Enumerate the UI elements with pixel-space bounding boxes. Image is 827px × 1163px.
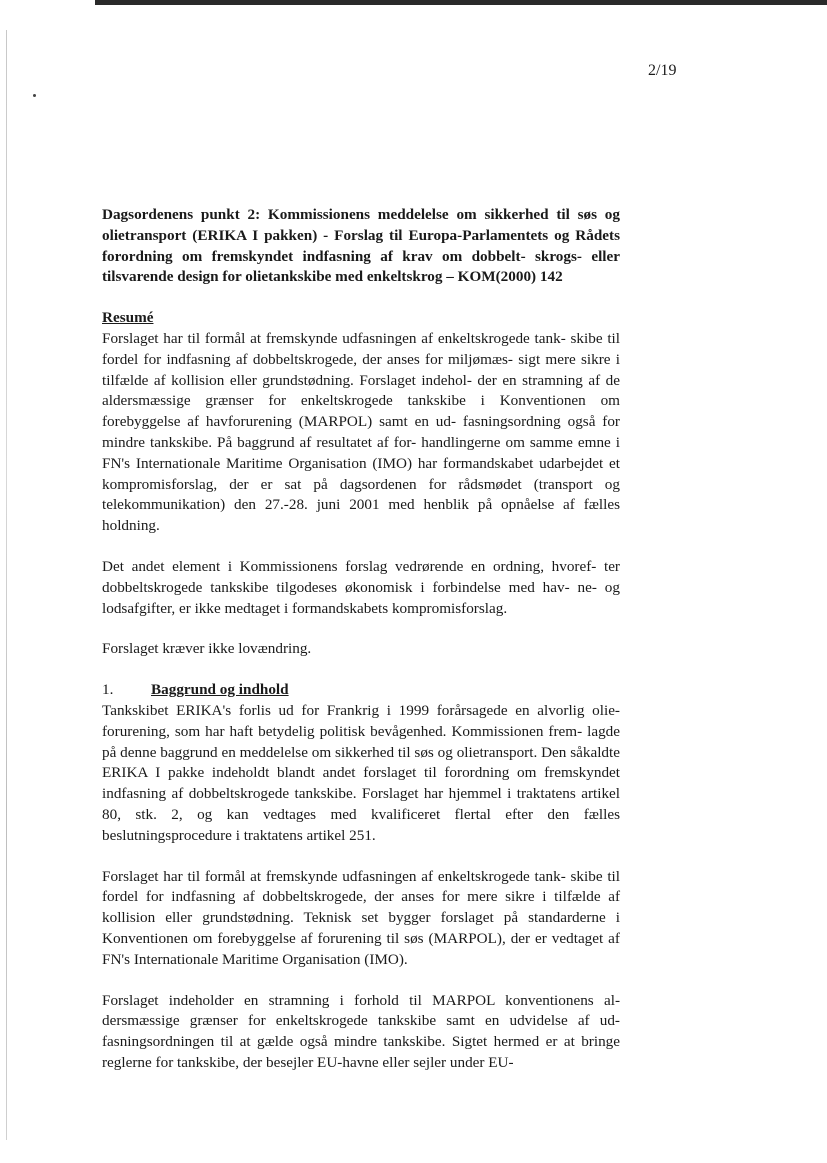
section-1-paragraph-3: Forslaget indeholder en stramning i forhold til MARPOL konventionens al- dersmæssige grænser for enkeltskrogede tankskibe samt en udvidelse af ud- fasningsordningen til at gælde også mindre tankskibe. Sigtet hermed er at bringe reglerne for tankskibe, der besejler EU-havne eller sejler under EU- (102, 991, 620, 1071)
scan-left-edge (6, 30, 7, 1140)
resume-paragraph-2: Det andet element i Kommissionens forslag vedrørende en ordning, hvoref- ter dobbeltskrogede tankskibe tilgodeses økonomisk i forbindelse med hav- ne- og lodsafgifter, er ikke medtaget i formandskabets kompromisforslag. (102, 557, 620, 617)
spacer (102, 971, 620, 991)
scan-top-rule (95, 0, 827, 5)
section-1-paragraph-2: Forslaget har til formål at fremskynde udfasningen af enkeltskrogede tank- skibe til fordel for indfasning af dobbeltskrogede, der anses for mere sikre i tilfælde af kollision eller grundstødning. Teknisk set bygger forslaget på standarderne i Konventionen om forebyggelse af forurening til søs (MARPOL), der er vedtaget af FN's Internationale Maritime Organisation (IMO). (102, 867, 620, 968)
resume-paragraph-3: Forslaget kræver ikke lovændring. (102, 640, 312, 658)
page-number: 2/19 (648, 62, 677, 79)
spacer (102, 847, 620, 867)
spacer (102, 619, 620, 639)
document-body (102, 205, 620, 1074)
spacer (102, 288, 620, 308)
resume-heading: Resumé (102, 309, 154, 327)
section-1-title: Baggrund og indhold (151, 681, 289, 699)
spacer (102, 660, 620, 680)
agenda-title: Dagsordenens punkt 2: Kommissionens meddelelse om sikkerhed til søs og olietransport (ERIKA I pakken) - Forslag til Europa-Parlamentets og Rådets forordning om fremskyndet indfasning af krav om dobbelt- skrogs- eller tilsvarende design for olietankskibe med enkeltskrog – KOM(2000) 142 (102, 206, 620, 286)
section-1-paragraph-1: Tankskibet ERIKA's forlis ud for Frankrig i 1999 forårsagede en alvorlig olie- forurening, som har haft betydelig politisk bevågenhed. Kommissionen frem- lagde på denne baggrund en meddelelse om sikkerhed til søs og olietransport. Den såkaldte ERIKA I pakke indeholdt blandt andet forslaget til forordning om fremskyndet indfasning af dobbeltskrogede tankskibe. Forslaget har hjemmel i traktatens artikel 80, stk. 2, og kan vedtages med kvalificeret flertal efter den fælles beslutningsprocedure i traktatens artikel 251. (102, 701, 620, 844)
section-1-number: 1. (102, 681, 114, 699)
resume-paragraph-1: Forslaget har til formål at fremskynde udfasningen af enkeltskrogede tank- skibe til fordel for indfasning af dobbeltskrogede, der anses for miljømæs- sigt mere sikre i tilfælde af kollision eller grundstødning. Forslaget indehol- der en stramning af de aldersmæssige grænser for enkeltskrogede tankskibe i Konventionen om forebyggelse af havforurening (MARPOL) samt en ud- fasningsordning også for mindre tankskibe. På baggrund af resultatet af for- handlingerne om samme emne i FN's Internationale Maritime Organisation (IMO) har formandskabet udarbejdet et kompromisforslag, der er sat på dagsordenen for rådsmødet (transport og telekommunikation) den 27.-28. juni 2001 med henblik på opnåelse af fælles holdning. (102, 329, 620, 535)
section-1-heading (102, 680, 620, 701)
spacer (102, 537, 620, 557)
scan-speck (33, 94, 36, 97)
